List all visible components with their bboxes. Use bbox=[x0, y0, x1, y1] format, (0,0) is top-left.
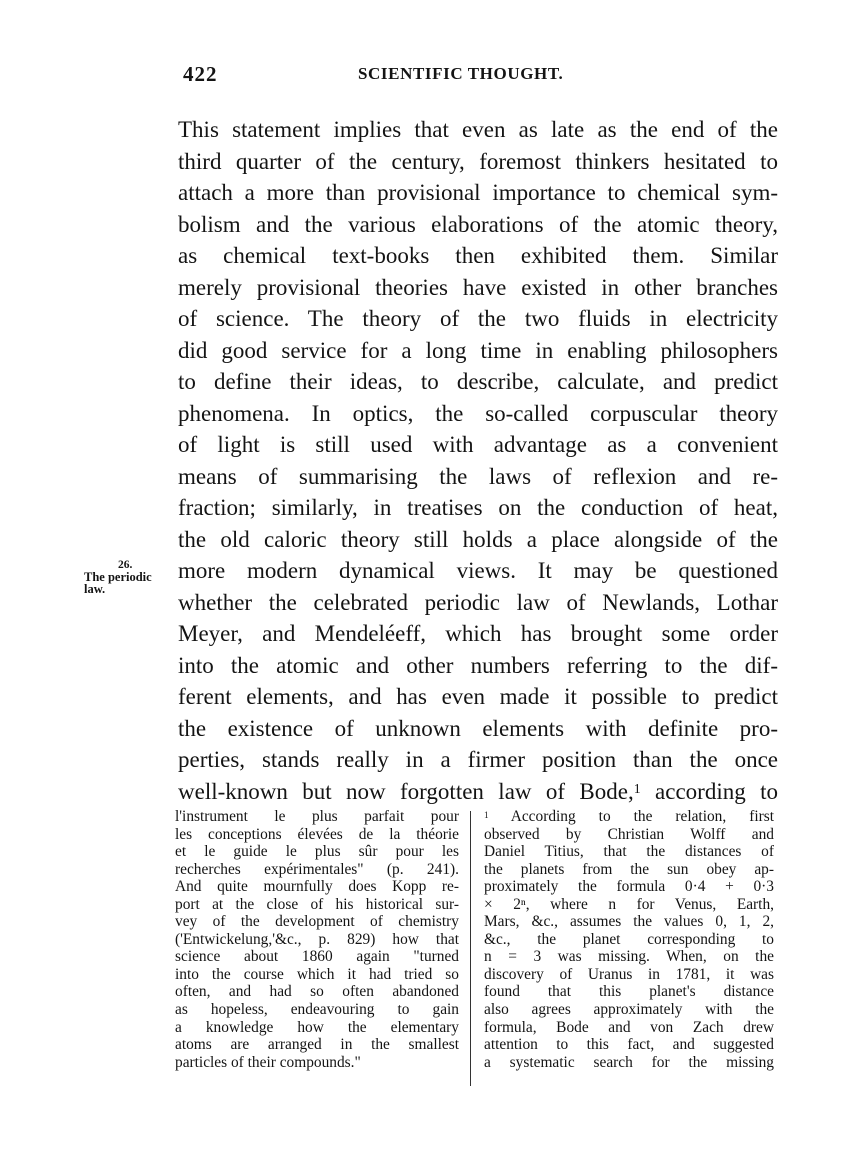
body-line: ferent elements, and has even made it possible to predict bbox=[178, 684, 778, 709]
body-line: of light is still used with advantage as a convenient bbox=[178, 432, 778, 457]
margin-note-line: The periodic bbox=[84, 570, 152, 584]
body-line: Meyer, and Mendeléeff, which has brought some order bbox=[178, 621, 778, 646]
body-line: merely provisional theories have existed in other branches bbox=[178, 274, 778, 300]
footnote-line: particles of their compounds." bbox=[175, 1053, 361, 1071]
body-line: attach a more than provisional importance to chemical sym- bbox=[178, 180, 778, 205]
footnote-line: atoms are arranged in the smallest bbox=[175, 1036, 459, 1054]
body-line: phenomena. In optics, the so-called corpuscular theory bbox=[178, 400, 778, 426]
margin-note-line: law. bbox=[84, 582, 106, 596]
main-paragraph bbox=[178, 114, 778, 807]
body-line: to define their ideas, to describe, calculate, and predict bbox=[178, 369, 778, 394]
running-title: SCIENTIFIC THOUGHT. bbox=[358, 64, 564, 83]
body-line: more modern dynamical views. It may be questioned bbox=[178, 558, 778, 583]
footnote-line: n = 3 was missing. When, on the bbox=[484, 948, 774, 966]
footnote-line: × 2ⁿ, where n for Venus, Earth, bbox=[484, 895, 774, 913]
footnote-line: Mars, &c., assumes the values 0, 1, 2, bbox=[484, 913, 774, 931]
footnote-line: vey of the development of chemistry bbox=[175, 913, 459, 931]
footnote-line: often, and had so often abandoned bbox=[175, 983, 459, 1001]
footnote-line: into the course which it had tried so bbox=[175, 965, 459, 983]
footnote-line: also agrees approximately with the bbox=[484, 1001, 774, 1019]
footnote-line: science about 1860 again "turned bbox=[175, 948, 459, 966]
footnote-line: observed by Christian Wolff and bbox=[484, 825, 774, 843]
body-line: into the atomic and other numbers referring to the dif- bbox=[178, 652, 778, 678]
footnote-line: as hopeless, endeavouring to gain bbox=[175, 1001, 459, 1019]
footnote-line: recherches expérimentales" (p. 241). bbox=[175, 860, 459, 878]
footnote-line: &c., the planet corresponding to bbox=[484, 930, 774, 948]
footnote-line: And quite mournfully does Kopp re- bbox=[175, 878, 459, 896]
body-line: as chemical text-books then exhibited them. Similar bbox=[178, 243, 778, 268]
section-number: 26. bbox=[118, 559, 133, 571]
body-line: whether the celebrated periodic law of Newlands, Lothar bbox=[178, 589, 778, 615]
body-line: bolism and the various elaborations of the atomic theory, bbox=[178, 211, 778, 237]
footnote-line: l'instrument le plus parfait pour bbox=[175, 808, 459, 825]
margin-note bbox=[84, 559, 176, 595]
footnote-line: a knowledge how the elementary bbox=[175, 1018, 459, 1036]
body-line: third quarter of the century, foremost thinkers hesitated to bbox=[178, 148, 778, 174]
column-rule bbox=[470, 811, 471, 1086]
body-line: This statement implies that even as late as the end of the bbox=[178, 117, 778, 142]
footnote-line: found that this planet's distance bbox=[484, 983, 774, 1001]
body-line: of science. The theory of the two fluids in electricity bbox=[178, 306, 778, 331]
footnote-line: a systematic search for the missing bbox=[484, 1053, 774, 1071]
body-line: means of summarising the laws of reflexion and re- bbox=[178, 463, 778, 489]
body-text-fragment: well-known but now forgotten law of Bode, bbox=[178, 778, 634, 804]
body-line: the old caloric theory still holds a place alongside of the bbox=[178, 526, 778, 552]
body-line: the existence of unknown elements with definite pro- bbox=[178, 715, 778, 741]
footnote-line: proximately the formula 0·4 + 0·3 bbox=[484, 878, 774, 896]
body-text-fragment: according to bbox=[640, 778, 778, 804]
footnote-line: the planets from the sun obey ap- bbox=[484, 860, 774, 878]
footnote-marker: 1 bbox=[484, 809, 489, 820]
footnote-line: Daniel Titius, that the distances of bbox=[484, 843, 774, 861]
footnote-line: port at the close of his historical sur- bbox=[175, 895, 459, 913]
body-line: fraction; similarly, in treatises on the conduction of heat, bbox=[178, 495, 778, 520]
body-line: perties, stands really in a firmer position than the once bbox=[178, 747, 778, 772]
footnote-line bbox=[484, 808, 774, 826]
footnote-reference[interactable]: 1 bbox=[633, 781, 641, 797]
footnote-line: attention to this fact, and suggested bbox=[484, 1036, 774, 1054]
footnote-line: formula, Bode and von Zach drew bbox=[484, 1018, 774, 1036]
footnote-text-fragment: According to the relation, first bbox=[488, 808, 774, 825]
footnote-line: discovery of Uranus in 1781, it was bbox=[484, 965, 774, 983]
footnote-1 bbox=[484, 808, 774, 1071]
body-line: did good service for a long time in enabling philosophers bbox=[178, 337, 778, 363]
footnote-line: les conceptions élevées de la théorie bbox=[175, 825, 459, 843]
footnote-line: ('Entwickelung,'&c., p. 829) how that bbox=[175, 930, 459, 948]
body-line-last bbox=[178, 776, 778, 808]
footnote-continued bbox=[175, 808, 459, 1071]
page-number: 422 bbox=[183, 62, 218, 86]
footnote-line: et le guide le plus sûr pour les bbox=[175, 843, 459, 861]
